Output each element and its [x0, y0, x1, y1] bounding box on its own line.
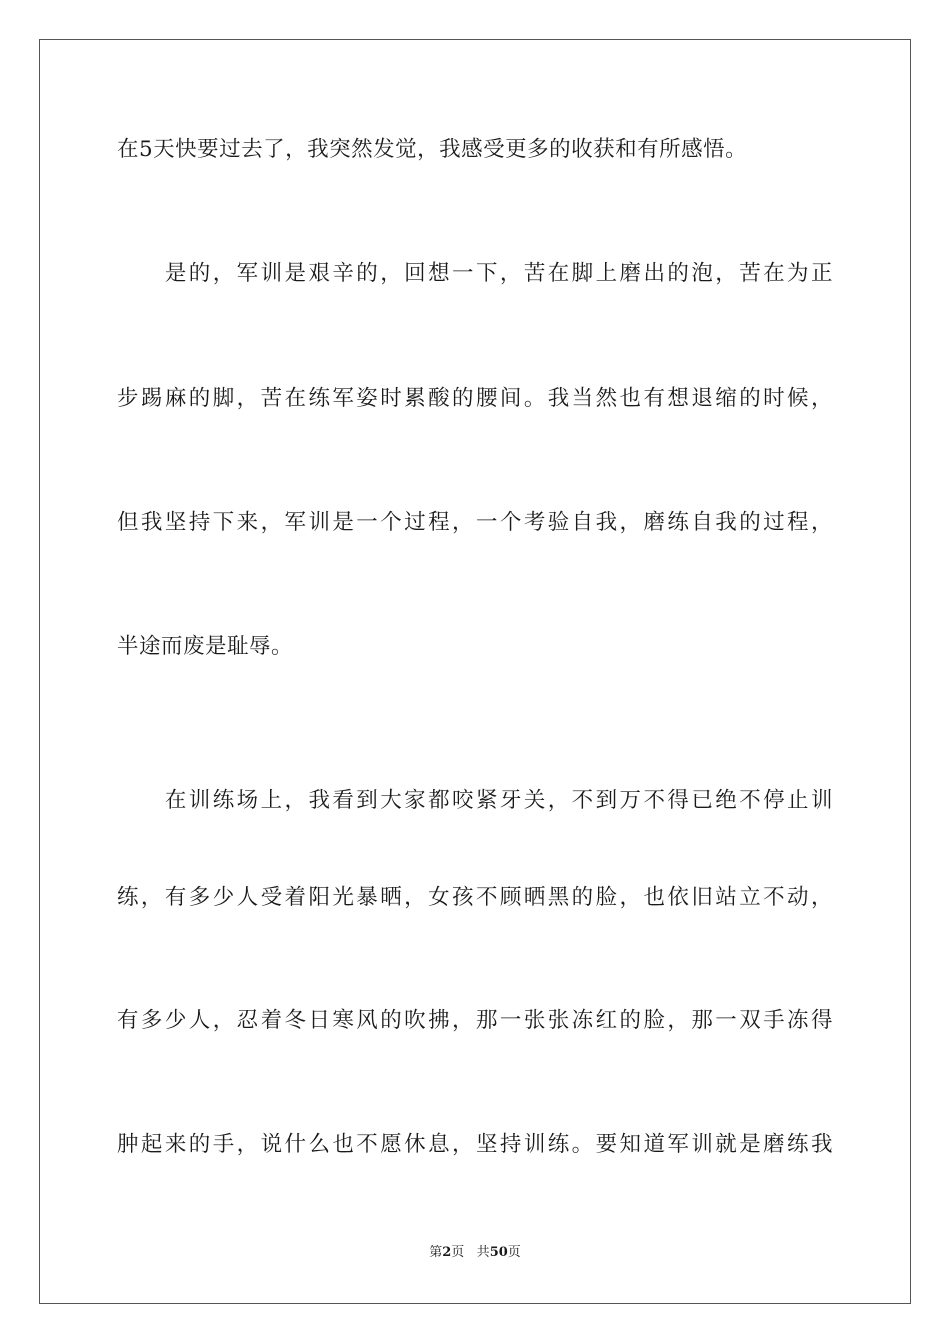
text-line-6: 在训练场上，我看到大家都咬紧牙关，不到万不得已绝不停止训 [117, 788, 833, 813]
page-frame [39, 39, 911, 1304]
footer-total-prefix: 共 [476, 1245, 490, 1260]
text-line-7: 练，有多少人受着阳光暴晒，女孩不顾晒黑的脸，也依旧站立不动， [117, 885, 833, 910]
text-line-9: 肿起来的手，说什么也不愿休息，坚持训练。要知道军训就是磨练我 [117, 1132, 833, 1157]
footer-page-suffix: 页 [451, 1245, 465, 1260]
text-line-5: 半途而废是耻辱。 [117, 634, 294, 659]
page-footer [0, 1244, 950, 1262]
footer-total-suffix: 页 [507, 1245, 521, 1260]
text-line-2: 是的，军训是艰辛的，回想一下，苦在脚上磨出的泡，苦在为正 [117, 261, 833, 286]
text-line-3: 步踢麻的脚，苦在练军姿时累酸的腰间。我当然也有想退缩的时候， [117, 386, 833, 411]
text-line-4: 但我坚持下来，军训是一个过程，一个考验自我，磨练自我的过程， [117, 510, 833, 535]
text-line-1: 在5天快要过去了，我突然发觉，我感受更多的收获和有所感悟。 [117, 137, 748, 162]
text-line-8: 有多少人，忍着冬日寒风的吹拂，那一张张冻红的脸，那一双手冻得 [117, 1008, 833, 1033]
footer-prefix: 第 [429, 1245, 443, 1260]
current-page-number: 2 [442, 1245, 452, 1260]
total-page-count: 50 [489, 1245, 508, 1260]
